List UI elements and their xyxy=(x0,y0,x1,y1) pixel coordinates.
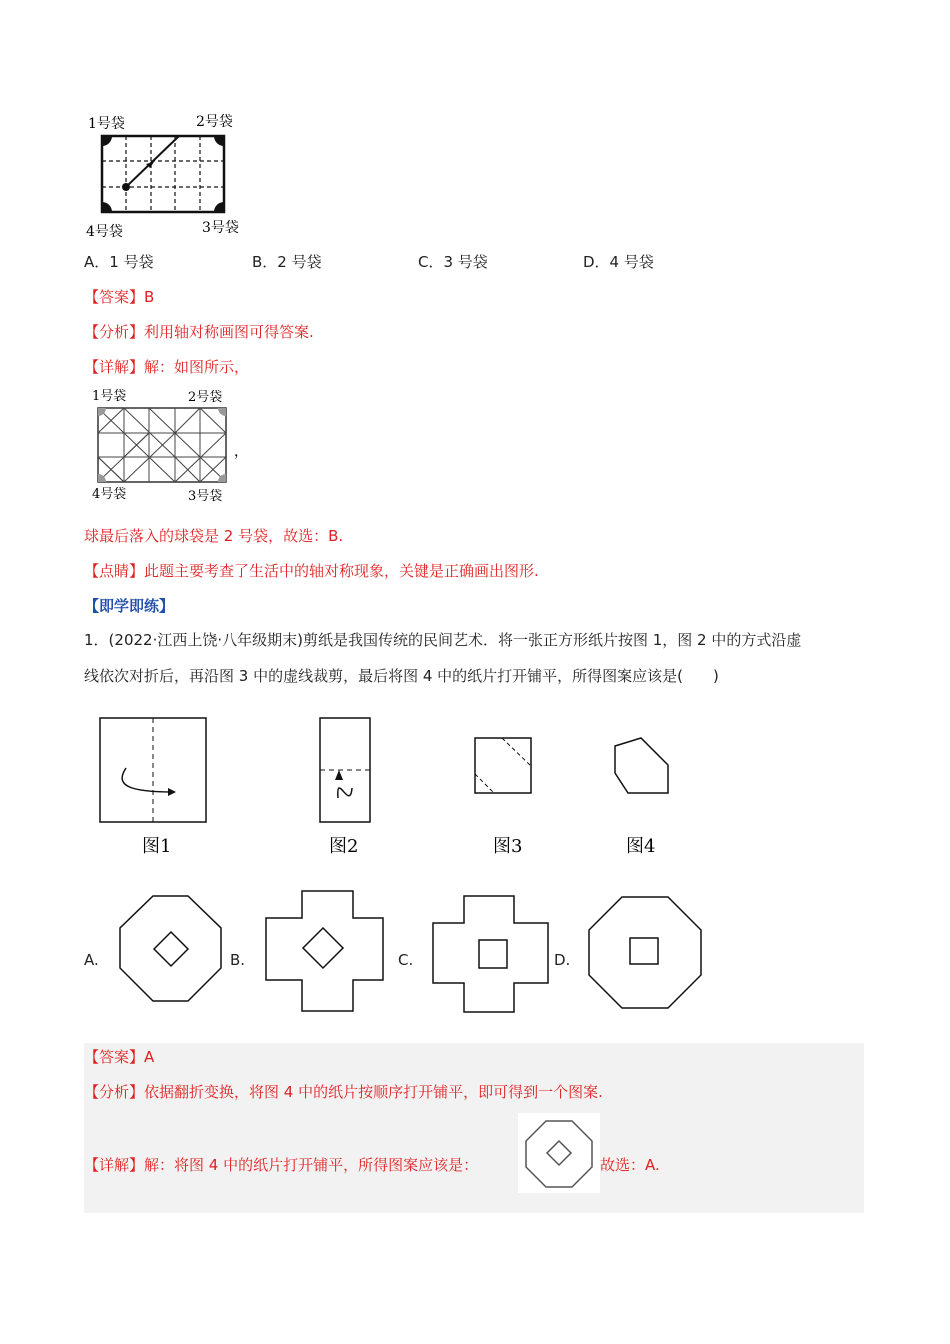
option-b: B．2 号袋 xyxy=(252,253,322,271)
detail-line-2: 【详解】解：将图 4 中的纸片打开铺平，所得图案应该是： xyxy=(84,1156,479,1174)
option-c: C．3 号袋 xyxy=(418,253,488,271)
bag-label: 4号袋 xyxy=(92,487,127,502)
choice-figures xyxy=(100,888,720,1018)
option-a: A．1 号袋 xyxy=(84,253,154,271)
bag-label: 2号袋 xyxy=(196,114,233,130)
figure-label: 图4 xyxy=(626,836,656,857)
option-d: D．4 号袋 xyxy=(583,253,654,271)
fold-figures xyxy=(90,710,710,860)
answer-line-2: 【答案】A xyxy=(84,1048,155,1066)
billiard-solution-figure xyxy=(88,384,258,506)
choice-letter: C. xyxy=(398,951,414,969)
choice-letter: D. xyxy=(554,951,571,969)
figure-label: 图1 xyxy=(142,836,172,857)
bag-label: 4号袋 xyxy=(86,224,123,240)
comma-mark: ， xyxy=(234,444,248,460)
bag-label: 1号袋 xyxy=(92,389,127,404)
answer-panel xyxy=(84,1043,864,1213)
answer-line: 【答案】B xyxy=(84,288,155,306)
question-line-1: 1．(2022·江西上饶·八年级期末)剪纸是我国传统的民间艺术．将一张正方形纸片按图 1，图 2 中的方式沿虚 xyxy=(84,631,802,649)
bag-label: 2号袋 xyxy=(188,390,223,405)
question-line-2: 线依次对折后，再沿图 3 中的虚线裁剪，最后将图 4 中的纸片打开铺平，所得图案应该是( ) xyxy=(84,667,719,685)
figure-label: 图3 xyxy=(493,836,523,857)
billiard-table-figure xyxy=(84,108,254,240)
choice-letter: A. xyxy=(84,951,99,969)
figure-label: 图2 xyxy=(329,836,359,857)
detail-line: 【详解】解：如图所示， xyxy=(84,358,250,376)
select-a-text: 故选：A. xyxy=(600,1156,660,1174)
bag-label: 3号袋 xyxy=(202,220,239,236)
point-line: 【点睛】此题主要考查了生活中的轴对称现象，关键是正确画出图形. xyxy=(84,562,539,580)
analysis-line-2: 【分析】依据翻折变换，将图 4 中的纸片按顺序打开铺平，即可得到一个图案. xyxy=(84,1083,603,1101)
practice-heading: 【即学即练】 xyxy=(84,597,175,615)
conclusion-line: 球最后落入的球袋是 2 号袋，故选：B. xyxy=(84,527,344,545)
choice-letter: B. xyxy=(230,951,246,969)
bag-label: 1号袋 xyxy=(88,116,125,132)
analysis-line: 【分析】利用轴对称画图可得答案. xyxy=(84,323,314,341)
bag-label: 3号袋 xyxy=(188,489,223,504)
answer-octagon-figure xyxy=(518,1113,600,1193)
